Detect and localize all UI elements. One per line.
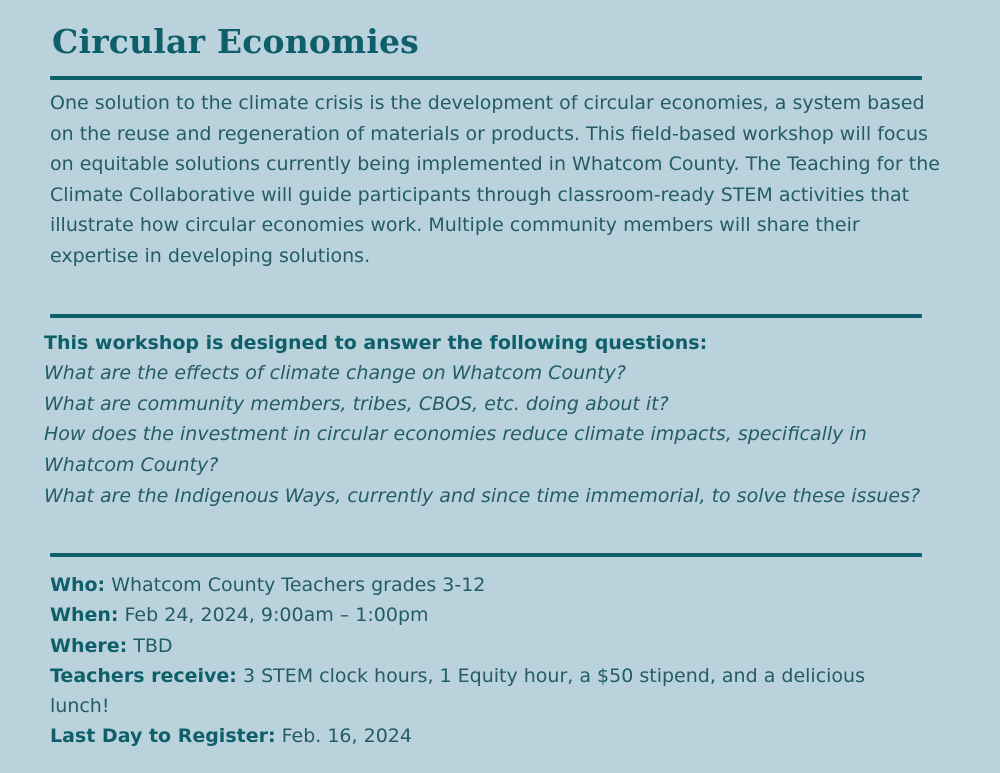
divider xyxy=(50,314,922,318)
question-item: What are the Indigenous Ways, currently and since time immemorial, to solve these issues? xyxy=(44,484,921,507)
details-list xyxy=(50,570,930,752)
questions-section xyxy=(44,328,944,512)
questions-list xyxy=(44,358,944,512)
detail-teachers-receive-label: Teachers receive: xyxy=(50,664,237,687)
detail-teachers-receive-value: 3 STEM clock hours, 1 Equity hour, a $50 stipend, and a delicious lunch! xyxy=(50,664,865,718)
detail-last-day-value: Feb. 16, 2024 xyxy=(281,725,412,748)
questions-heading: This workshop is designed to answer the following questions: xyxy=(44,332,708,354)
detail-when-label: When: xyxy=(50,604,119,627)
detail-teachers-receive xyxy=(50,661,930,722)
detail-when-value: Feb 24, 2024, 9:00am – 1:00pm xyxy=(124,604,429,627)
divider xyxy=(50,553,922,557)
detail-last-day-label: Last Day to Register: xyxy=(50,725,276,748)
question-item: What are community members, tribes, CBOS, etc. doing about it? xyxy=(44,392,669,415)
detail-who-value: Whatcom County Teachers grades 3-12 xyxy=(111,574,486,596)
question-item: How does the investment in circular economies reduce climate impacts, specifically in Whatcom County? xyxy=(44,423,867,477)
detail-where-value: TBD xyxy=(133,634,173,657)
detail-who xyxy=(50,570,930,600)
detail-last-day-to-register xyxy=(50,721,930,751)
workshop-description: One solution to the climate crisis is the development of circular economies, a system based on the reuse and regeneration of materials or products. This field-based workshop will focus on equitable solutions currently being implemented in Whatcom County. The Teaching for the Climate Collaborative will guide participants through classroom-ready STEM activities that illustrate how circular economies work. Multiple community members will share their expertise in developing solutions. xyxy=(50,92,940,267)
detail-who-label: Who: xyxy=(50,574,106,596)
page-title: Circular Economies xyxy=(52,22,419,61)
detail-where-label: Where: xyxy=(50,634,128,657)
question-item: What are the effects of climate change on Whatcom County? xyxy=(44,362,626,384)
divider xyxy=(50,76,922,80)
detail-when xyxy=(50,600,930,630)
detail-where xyxy=(50,631,930,661)
